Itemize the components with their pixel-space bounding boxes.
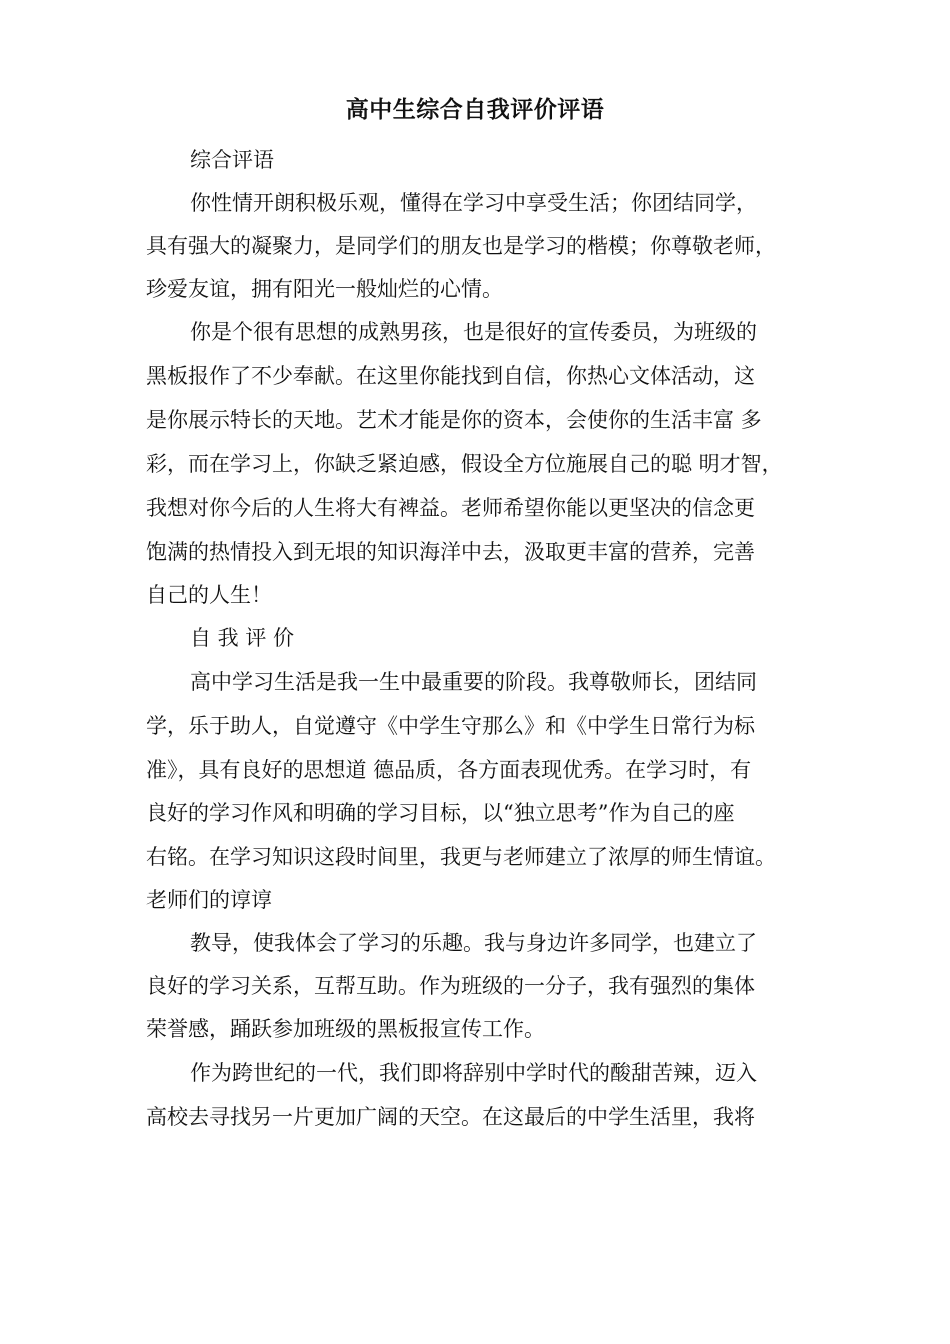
text-line: 彩，而在学习上，你缺乏紧迫感，假设全方位施展自己的聪 明才智， bbox=[146, 452, 783, 476]
text-line: 珍爱友谊，拥有阳光一般灿烂的心情。 bbox=[146, 277, 503, 301]
text-line: 高中学习生活是我一生中最重要的阶段。我尊敬师长，团结同 bbox=[190, 670, 757, 694]
text-line: 黑板报作了不少奉献。在这里你能找到自信，你热心文体活动，这 bbox=[146, 364, 755, 388]
text-line: 荣誉感，踊跃参加班级的黑板报宣传工作。 bbox=[146, 1017, 545, 1041]
text-line: 我想对你今后的人生将大有裨益。老师希望你能以更坚决的信念更 bbox=[146, 496, 755, 520]
text-line: 良好的学习关系，互帮互助。作为班级的一分子，我有强烈的集体 bbox=[146, 974, 755, 998]
text-line: 老师们的谆谆 bbox=[146, 888, 272, 912]
section-heading-comprehensive: 综合评语 bbox=[190, 148, 274, 172]
text-line: 学，乐于助人，自觉遵守《中学生守那么》和《中学生日常行为标 bbox=[146, 714, 755, 738]
text-line: 是你展示特长的天地。艺术才能是你的资本，会使你的生活丰富 多 bbox=[146, 408, 762, 432]
text-line: 饱满的热情投入到无垠的知识海洋中去，汲取更丰富的营养，完善 bbox=[146, 540, 755, 564]
text-line: 作为跨世纪的一代，我们即将辞别中学时代的酸甜苦辣，迈入 bbox=[190, 1061, 757, 1085]
text-line: 你性情开朗积极乐观，懂得在学习中享受生活；你团结同学， bbox=[190, 191, 757, 215]
document-title: 高中生综合自我评价评语 bbox=[345, 96, 605, 123]
section-heading-self-evaluation: 自 我 评 价 bbox=[190, 626, 295, 650]
text-line: 教导，使我体会了学习的乐趣。我与身边许多同学，也建立了 bbox=[190, 931, 757, 955]
text-line: 良好的学习作风和明确的学习目标，以“独立思考”作为自己的座 bbox=[146, 801, 735, 825]
text-line: 自己的人生！ bbox=[146, 583, 272, 607]
text-line: 具有强大的凝聚力，是同学们的朋友也是学习的楷模；你尊敬老师， bbox=[146, 234, 776, 258]
text-line: 高校去寻找另一片更加广阔的天空。在这最后的中学生活里，我将 bbox=[146, 1105, 755, 1129]
text-line: 你是个很有思想的成熟男孩，也是很好的宣传委员，为班级的 bbox=[190, 320, 757, 344]
text-line: 右铭。在学习知识这段时间里，我更与老师建立了浓厚的师生情谊。 bbox=[146, 845, 776, 869]
text-line: 准》，具有良好的思想道 德品质，各方面表现优秀。在学习时，有 bbox=[146, 758, 752, 782]
